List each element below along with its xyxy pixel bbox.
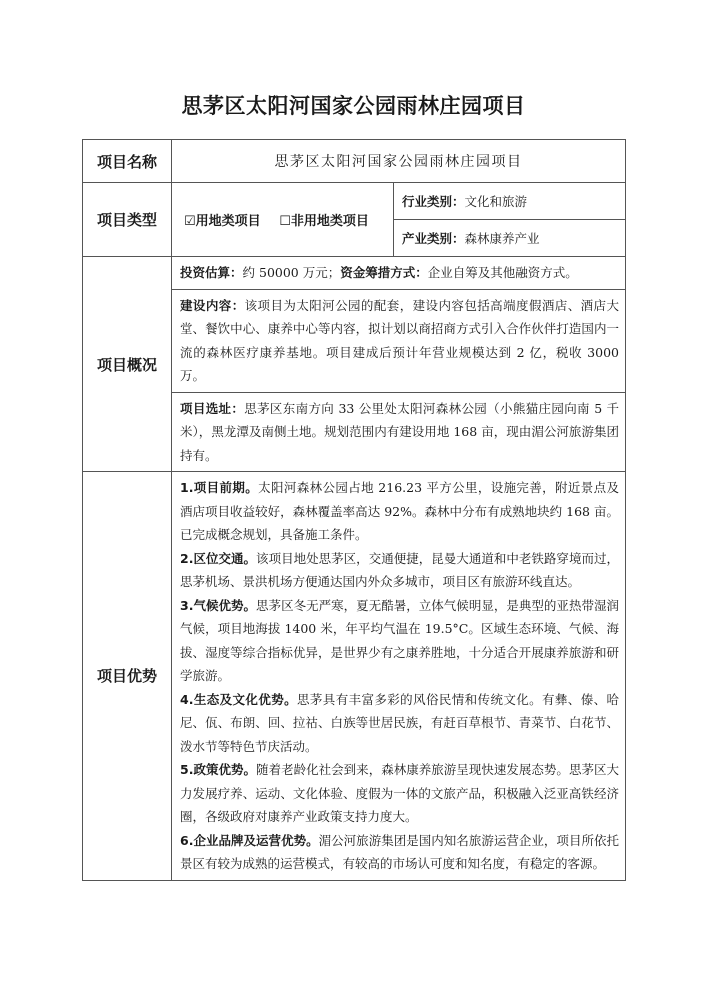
- advantage-body: 该项目地处思茅区，交通便捷，昆曼大通道和中老铁路穿境而过，思茅机场、景洪机场方便通达国内外众多城市，项目区有旅游环线直达。: [180, 550, 619, 589]
- advantage-item: [180, 547, 619, 594]
- label-advantages: 项目优势: [83, 472, 172, 881]
- advantage-heading: 5.政策优势。: [180, 762, 257, 777]
- funding-value: 企业自筹及其他融资方式。: [427, 265, 578, 280]
- advantage-body: 随着老龄化社会到来，森林康养旅游呈现快速发展态势。思茅区大力发展疗养、运动、文化体验、度假为一体的文旅产品，积极融入泛亚高铁经济圈，各级政府对康养产业政策支持力度大。: [180, 762, 619, 824]
- project-site-cell: [172, 392, 626, 472]
- advantages-cell: [172, 472, 626, 881]
- project-site-label: 项目选址：: [180, 400, 245, 416]
- advantage-body: 思茅区冬无严寒，夏无酷暑，立体气候明显，是典型的亚热带湿润气候，项目地海拔 1400 米，年平均气温在 19.5°C。区域生态环境、气候、海拔、湿度等综合指标优异，是世界少有之康养胜地，十分适合开展康养旅游和研学旅游。: [180, 597, 619, 683]
- advantage-heading: 4.生态及文化优势。: [180, 691, 298, 707]
- row-project-name: [83, 140, 626, 183]
- industry-category-value: 文化和旅游: [464, 194, 528, 209]
- project-type-options: [172, 183, 394, 257]
- advantage-heading: 6.企业品牌及运营优势。: [180, 832, 319, 848]
- sector-category: [394, 220, 626, 257]
- industry-category-label: 行业类别：: [402, 194, 465, 209]
- sector-category-label: 产业类别：: [402, 231, 465, 246]
- construction-content-cell: [172, 289, 626, 392]
- row-overview-investment: [83, 257, 626, 290]
- advantage-item: [180, 594, 619, 688]
- sector-category-value: 森林康养产业: [464, 231, 540, 246]
- advantage-item: [180, 829, 619, 876]
- advantage-item: [180, 688, 619, 759]
- row-advantages: [83, 472, 626, 881]
- advantage-body: 湄公河旅游集团是国内知名旅游运营企业，项目所依托景区有较为成熟的运营模式，有较高的市场认可度和知名度，有稳定的客源。: [180, 832, 619, 871]
- advantage-body: 思茅具有丰富多彩的风俗民情和传统文化。有彝、傣、哈尼、佤、布朗、回、拉祜、白族等世居民族，有赶百草根节、青菜节、白花节、泼水节等特色节庆活动。: [180, 691, 619, 754]
- construction-content-label: 建设内容：: [180, 297, 245, 313]
- page-title: 思茅区太阳河国家公园雨林庄园项目: [181, 94, 526, 118]
- industry-category: [394, 183, 626, 220]
- advantage-heading: 1.项目前期。: [180, 480, 259, 495]
- label-project-name: 项目名称: [83, 140, 172, 183]
- funding-label: 资金筹措方式：: [340, 265, 428, 280]
- advantage-item: [180, 476, 619, 547]
- row-project-type-1: [83, 183, 626, 220]
- advantage-heading: 2.区位交通。: [180, 550, 257, 566]
- project-info-table: [82, 139, 626, 881]
- nonland-project-checkbox[interactable]: ☐非用地类项目: [279, 214, 369, 229]
- land-project-checkbox[interactable]: ☑用地类项目: [184, 214, 261, 229]
- project-site-value: 思茅区东南方向 33 公里处太阳河森林公园（小熊猫庄园向南 5 千米），黑龙潭及南侧土地。规划范围内有建设用地 168 亩，现由湄公河旅游集团持有。: [180, 400, 619, 463]
- advantage-body: 太阳河森林公园占地 216.23 平方公里，设施完善，附近景点及酒店项目收益较好，森林覆盖率高达 92%。森林中分布有成熟地块约 168 亩。已完成概念规划，具备施工条件。: [180, 480, 620, 542]
- label-project-type: 项目类型: [83, 183, 172, 257]
- construction-content-value: 该项目为太阳河公园的配套，建设内容包括高端度假酒店、酒店大堂、餐饮中心、康养中心等内容，拟计划以商招商方式引入合作伙伴打造国内一流的森林医疗康养基地。项目建成后预计年营业规模达到 2 亿，税收 3000 万。: [180, 297, 619, 383]
- advantage-heading: 3.气候优势。: [180, 597, 257, 613]
- label-overview: 项目概况: [83, 257, 172, 472]
- advantage-item: [180, 758, 619, 829]
- project-name-value: 思茅区太阳河国家公园雨林庄园项目: [172, 140, 626, 183]
- investment-value: 约 50000 万元；: [242, 265, 341, 280]
- investment-cell: [172, 257, 626, 290]
- investment-label: 投资估算：: [180, 265, 243, 280]
